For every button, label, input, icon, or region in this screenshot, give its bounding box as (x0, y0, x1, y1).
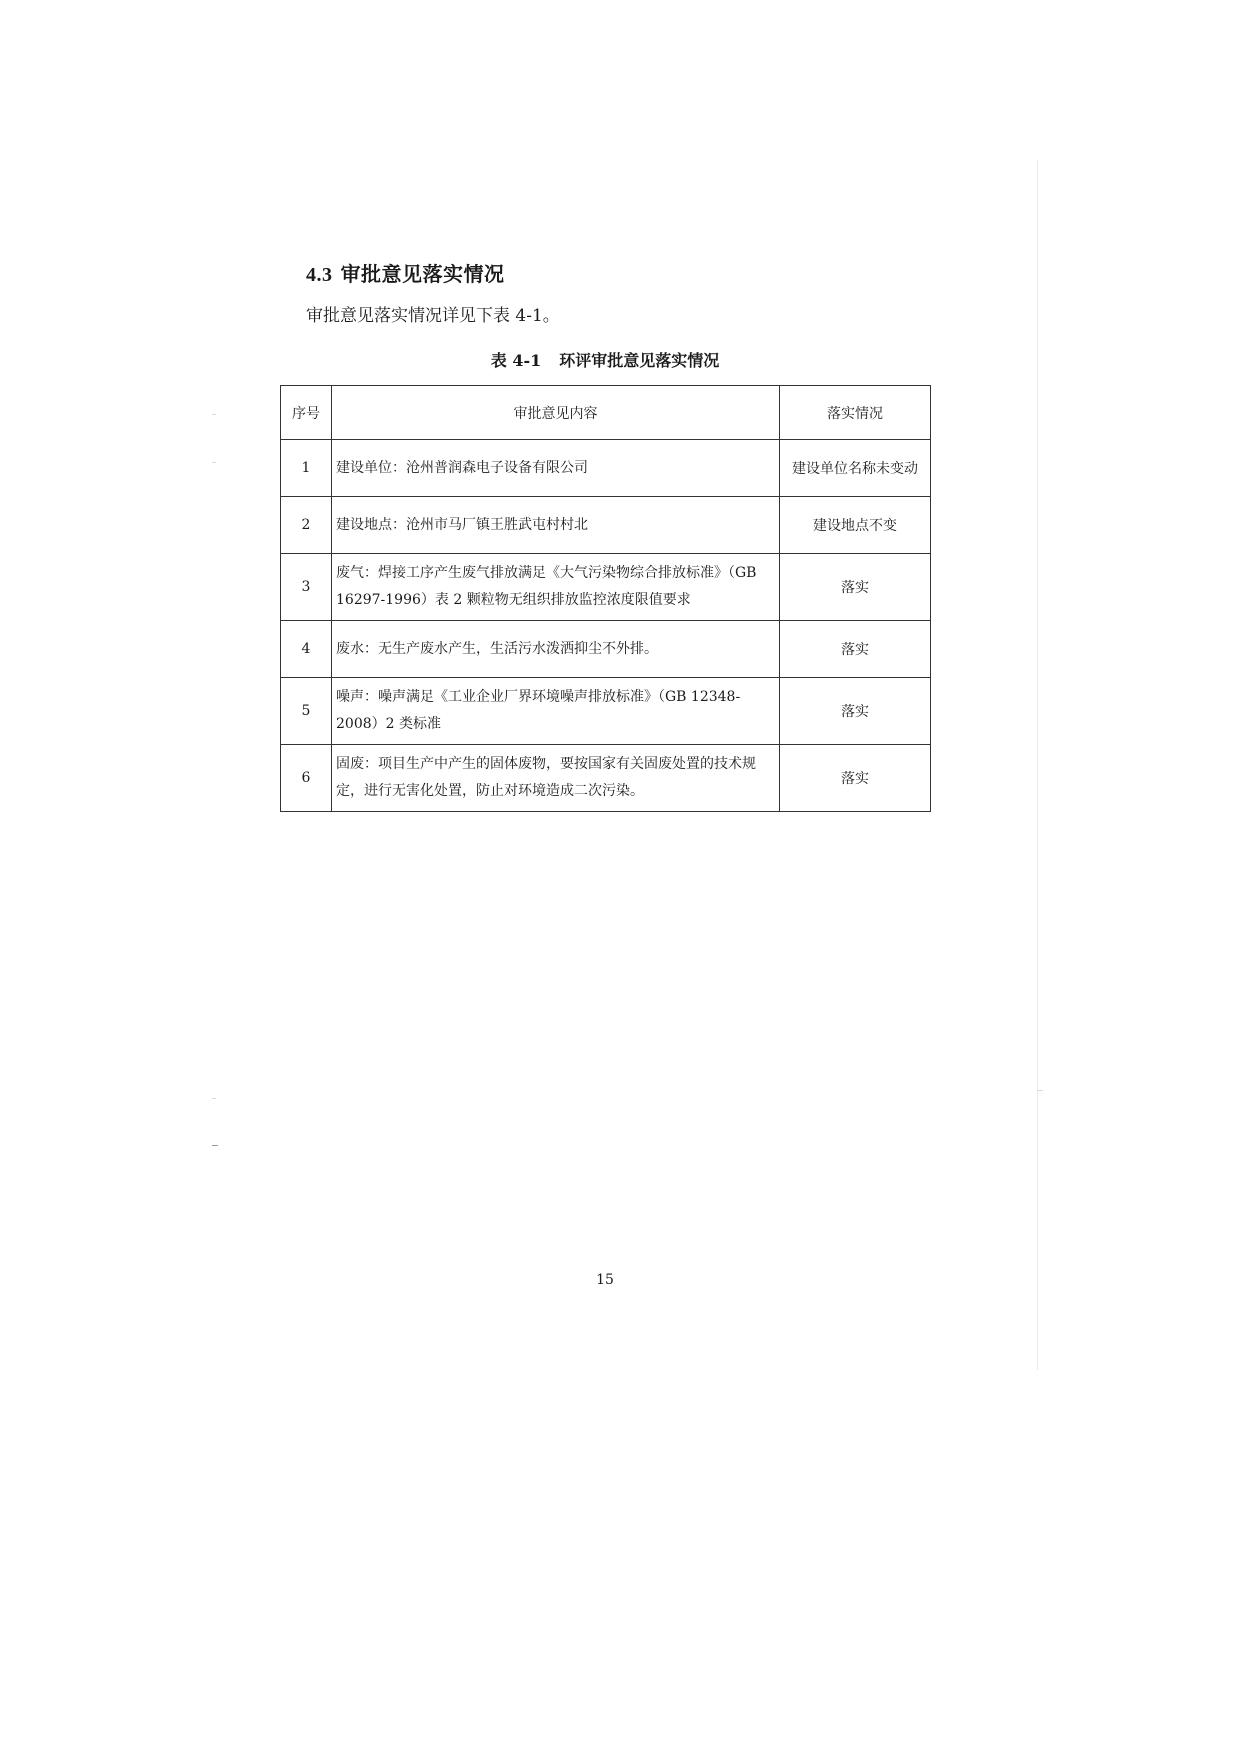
scan-edge-line (1037, 160, 1038, 1370)
row-index: 3 (281, 554, 332, 621)
row-index: 1 (281, 440, 332, 497)
table-header-row (281, 386, 931, 440)
row-content: 噪声：噪声满足《工业企业厂界环境噪声排放标准》（GB 12348-2008）2 类标准 (332, 678, 780, 745)
row-content: 建设单位：沧州普润森电子设备有限公司 (332, 440, 780, 497)
row-status: 建设单位名称未变动 (780, 440, 931, 497)
table-row (281, 554, 931, 621)
section-number: 4.3 (306, 264, 333, 286)
table-row (281, 621, 931, 678)
table-row (281, 678, 931, 745)
table-caption (280, 348, 930, 371)
header-status: 落实情况 (780, 386, 931, 440)
scan-artifact (212, 1145, 218, 1146)
section-title: 审批意见落实情况 (340, 262, 505, 286)
scan-artifact (212, 414, 216, 415)
row-content: 废水：无生产废水产生，生活污水泼洒抑尘不外排。 (332, 621, 780, 678)
row-index: 4 (281, 621, 332, 678)
page-number: 15 (596, 1272, 614, 1288)
row-status: 建设地点不变 (780, 497, 931, 554)
row-content: 废气：焊接工序产生废气排放满足《大气污染物综合排放标准》（GB 16297-1996）表 2 颗粒物无组织排放监控浓度限值要求 (332, 554, 780, 621)
table-row (281, 497, 931, 554)
scan-artifact (212, 462, 216, 463)
header-index: 序号 (281, 386, 332, 440)
row-content: 固废：项目生产中产生的固体废物，要按国家有关固废处置的技术规定，进行无害化处置，防止对环境造成二次污染。 (332, 745, 780, 812)
row-status: 落实 (780, 554, 931, 621)
row-index: 6 (281, 745, 332, 812)
header-content: 审批意见内容 (332, 386, 780, 440)
row-content: 建设地点：沧州市马厂镇王胜武屯村村北 (332, 497, 780, 554)
scan-artifact (212, 1098, 216, 1099)
scan-artifact (1037, 1090, 1043, 1091)
intro-paragraph: 审批意见落实情况详见下表 4-1。 (306, 306, 560, 326)
table-row (281, 440, 931, 497)
row-index: 2 (281, 497, 332, 554)
row-status: 落实 (780, 745, 931, 812)
section-heading (306, 258, 505, 287)
table-row (281, 745, 931, 812)
table-caption-number: 表 4-1 (490, 351, 542, 370)
table-caption-title: 环评审批意见落实情况 (559, 351, 720, 370)
row-status: 落实 (780, 678, 931, 745)
row-index: 5 (281, 678, 332, 745)
approval-table (280, 385, 931, 812)
row-status: 落实 (780, 621, 931, 678)
